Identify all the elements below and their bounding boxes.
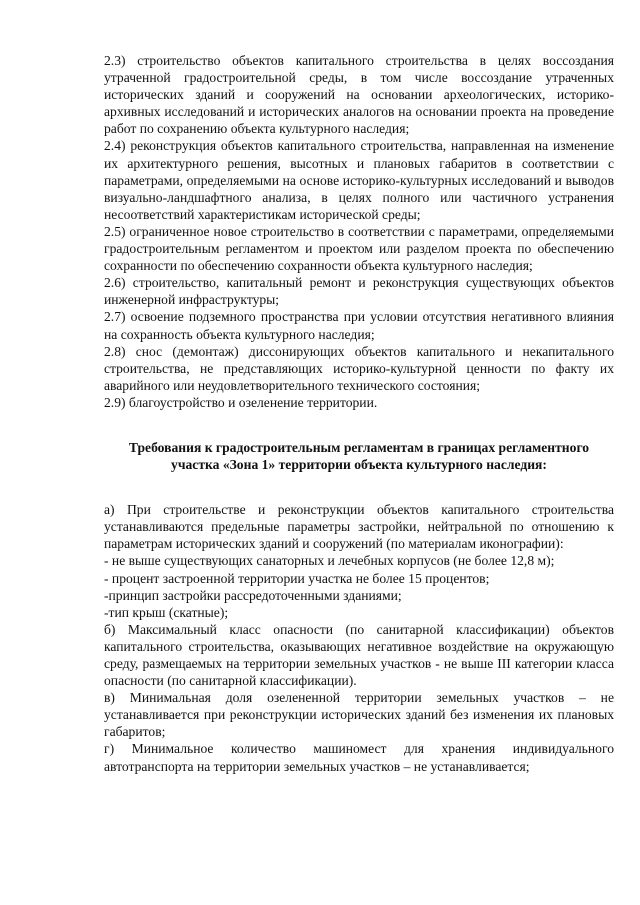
section-heading: Требования к градостроительным регламентам в границах регламентного участка «Зона 1» территории объекта культурного наследия: <box>128 439 590 473</box>
list-item-2-6: 2.6) строительство, капитальный ремонт и реконструкция существующих объектов инженерной инфраструктуры; <box>104 275 614 308</box>
list-item-2-4: 2.4) реконструкция объектов капитального строительства, направленная на изменение их архитектурного решения, высотных и плановых габаритов в соответствии с параметрами, определяемыми на основе историко-культурных исследований и выводов визуально-ландшафтного анализа, в целях полного или частичного устранения несоответствий характеристикам исторической среды; <box>104 138 614 222</box>
requirement-dispersed: -принцип застройки рассредоточенными зданиями; <box>104 587 402 603</box>
requirement-b: б) Максимальный класс опасности (по санитарной классификации) объектов капитального строительства, оказывающих негативное воздействие на окружающую среду, размещаемых на территории земельных участков - не выше III категории класса опасности (по санитарной классификации). <box>104 621 614 689</box>
requirement-roof-type: -тип крыш (скатные); <box>104 604 229 620</box>
list-item-2-8: 2.8) снос (демонтаж) диссонирующих объектов капитального и некапитального строительства, не представляющих историко-культурной ценности по факту их аварийного или неудовлетворительного технического состояния; <box>104 343 614 393</box>
requirement-g: г) Минимальное количество машиномест для хранения индивидуального автотранспорта на территории земельных участков – не устанавливается; <box>104 741 614 774</box>
requirement-built-percent: - процент застроенной территории участка не более 15 процентов; <box>104 570 490 586</box>
requirements-list <box>104 501 614 775</box>
document-page <box>104 52 614 775</box>
requirement-v: в) Минимальная доля озелененной территории земельных участков – не устанавливается при реконструкции исторических зданий без изменения их плановых габаритов; <box>104 690 614 740</box>
list-item-2-7: 2.7) освоение подземного пространства при условии отсутствия негативного влияния на сохранность объекта культурного наследия; <box>104 309 614 342</box>
permitted-works-list <box>104 52 614 411</box>
list-item-2-3: 2.3) строительство объектов капитального строительства в целях воссоздания утраченной градостроительной среды, в том числе воссоздание утраченных исторических зданий и сооружений на основании археологических, историко-архивных исследований и исторических аналогов на основании проекта на проведение работ по сохранению объекта культурного наследия; <box>104 53 614 137</box>
list-item-2-5: 2.5) ограниченное новое строительство в соответствии с параметрами, определяемыми градостроительным регламентом и проектом или разделом проекта по обеспечению сохранности по обеспечению сохранности объекта культурного наследия; <box>104 223 614 274</box>
list-item-2-9: 2.9) благоустройство и озеленение территории. <box>104 394 378 410</box>
requirement-a: а) При строительстве и реконструкции объектов капитального строительства устанавливаются предельные параметры застройки, нейтральной по отношению к параметрам исторических зданий и сооружений (по материалам иконографии): <box>104 502 614 552</box>
requirement-height: - не выше существующих санаторных и лечебных корпусов (не более 12,8 м); <box>104 553 555 569</box>
